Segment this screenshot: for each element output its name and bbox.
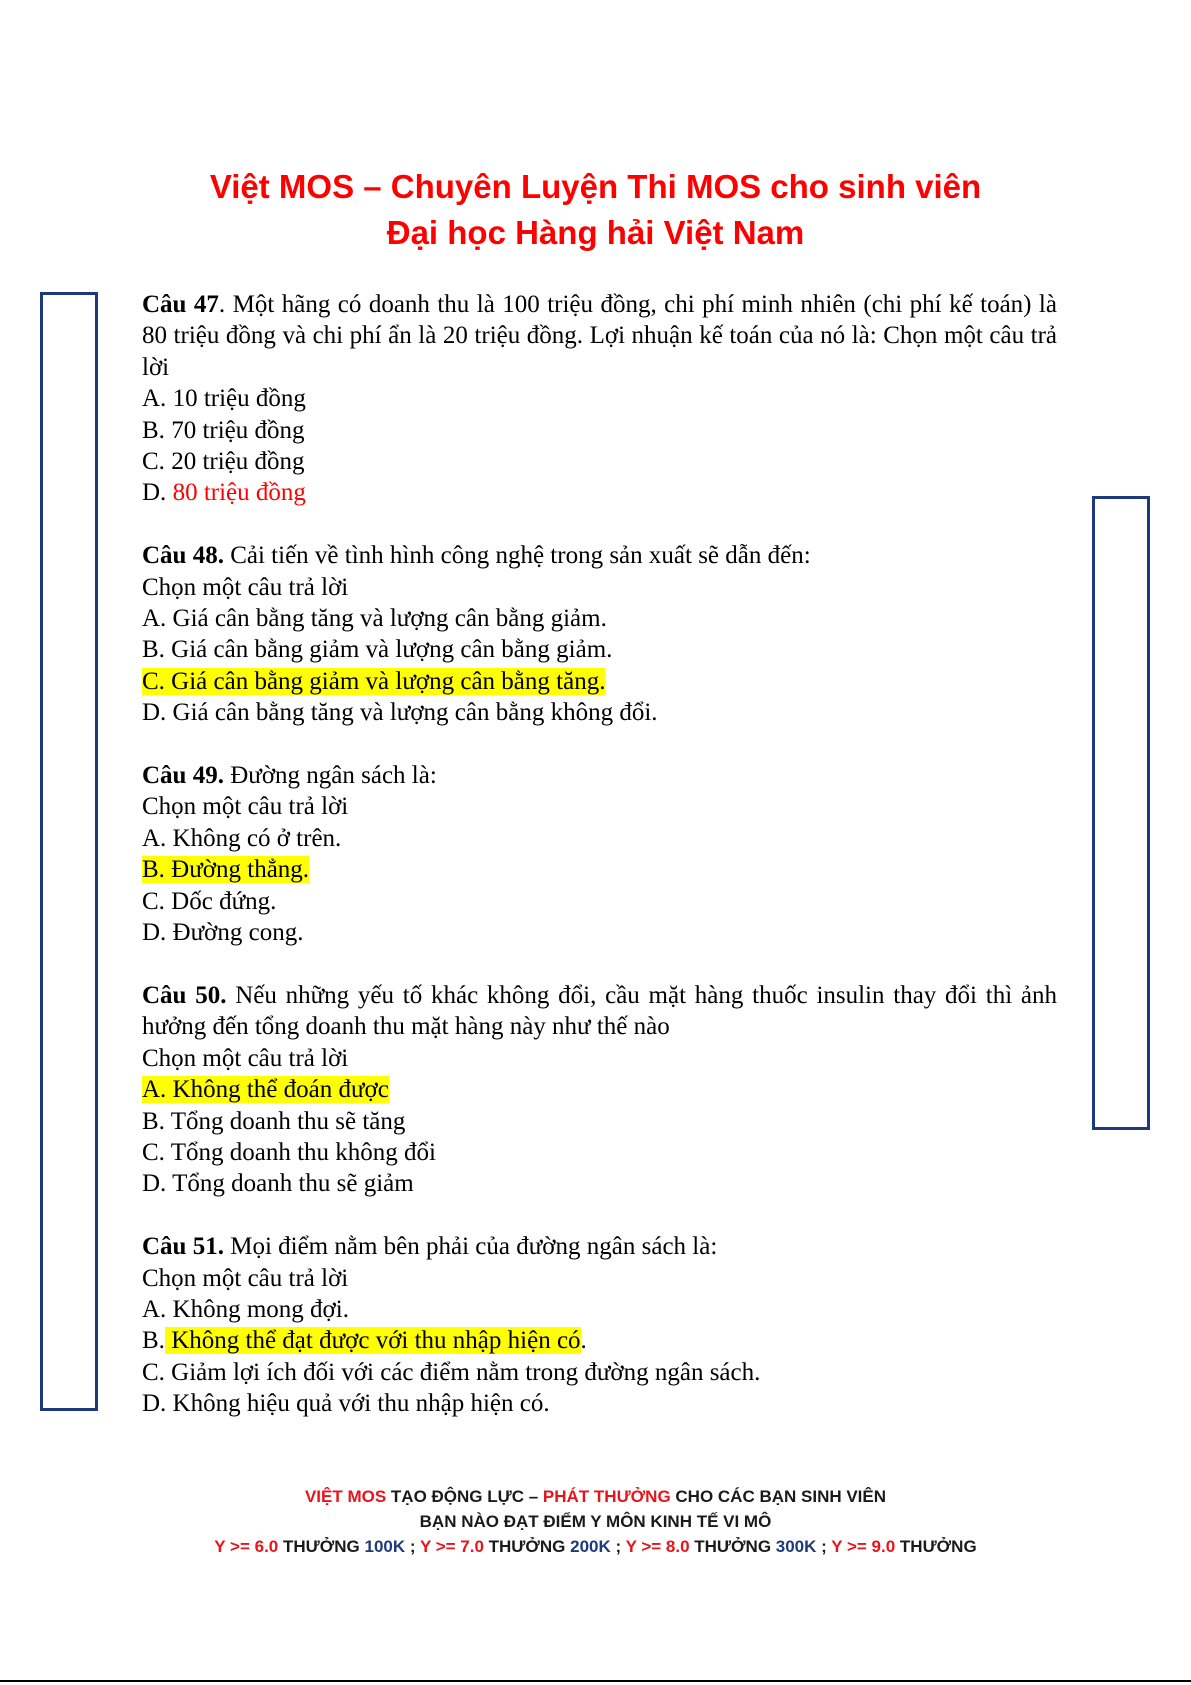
answer-highlight: Không thể đạt được với thu nhập hiện có <box>164 1327 581 1355</box>
question-stem: Câu 50. Nếu những yếu tố khác không đổi, cầu mặt hàng thuốc insulin thay đổi thì ảnh hưởng đến tổng doanh thu mặt hàng này như thế nào <box>142 981 1057 1041</box>
option-a[interactable]: A. 10 triệu đồng <box>142 385 306 413</box>
question-label: Câu 50. <box>142 981 227 1009</box>
footer-line-1: VIỆT MOS TẠO ĐỘNG LỰC – PHÁT THƯỞNG CHO CÁC BẠN SINH VIÊN <box>304 1487 887 1506</box>
question-49 <box>142 760 1057 948</box>
option-c[interactable]: C. 20 triệu đồng <box>142 448 305 476</box>
question-label: Câu 49. <box>142 762 224 790</box>
question-stem: Câu 47. Một hãng có doanh thu là 100 triệu đồng, chi phí minh nhiên (chi phí kế toán) là 80 triệu đồng và chi phí ẩn là 20 triệu đồng. Lợi nhuận kế toán của nó là: Chọn một câu trả lời <box>142 291 1057 381</box>
answer-highlight: C. Giá cân bằng giảm và lượng cân bằng tăng. <box>142 667 606 695</box>
question-51 <box>142 1231 1057 1419</box>
footer-line-2: BẠN NÀO ĐẠT ĐIỂM Y MÔN KINH TẾ VI MÔ <box>419 1512 772 1531</box>
option-c[interactable]: C. Giảm lợi ích đối với các điểm nằm trong đường ngân sách. <box>142 1358 761 1386</box>
option-a[interactable]: A. Không mong đợi. <box>142 1295 349 1323</box>
option-c[interactable]: C. Tổng doanh thu không đổi <box>142 1138 436 1166</box>
question-label: Câu 51. <box>142 1233 224 1261</box>
question-instruction: Chọn một câu trả lời <box>142 793 349 821</box>
option-a[interactable]: A. Giá cân bằng tăng và lượng cân bằng giảm. <box>142 605 607 633</box>
option-d[interactable]: D. Tổng doanh thu sẽ giảm <box>142 1170 414 1198</box>
left-frame <box>40 292 98 1411</box>
promo-footer <box>0 1484 1191 1559</box>
option-c-correct[interactable] <box>142 666 1057 697</box>
question-47 <box>142 289 1057 509</box>
option-d[interactable]: D. Giá cân bằng tăng và lượng cân bằng không đổi. <box>142 699 658 727</box>
correct-answer-text: 80 triệu đồng <box>172 479 306 507</box>
right-frame <box>1092 496 1150 1130</box>
page-header <box>0 164 1191 256</box>
question-50 <box>142 980 1057 1200</box>
question-stem: Câu 48. Cải tiến về tình hình công nghệ trong sản xuất sẽ dẫn đến: <box>142 542 811 570</box>
option-d[interactable]: D. Không hiệu quả với thu nhập hiện có. <box>142 1390 550 1418</box>
question-label: Câu 47 <box>142 291 219 318</box>
header-subtitle: Đại học Hàng hải Việt Nam <box>386 214 805 251</box>
option-a[interactable]: A. Không có ở trên. <box>142 824 342 852</box>
question-stem: Câu 51. Mọi điểm nằm bên phải của đường ngân sách là: <box>142 1233 718 1261</box>
option-c[interactable]: C. Dốc đứng. <box>142 887 277 915</box>
answer-highlight: B. Đường thẳng. <box>142 856 310 884</box>
option-b[interactable]: B. Giá cân bằng giảm và lượng cân bằng giảm. <box>142 636 613 664</box>
option-b-correct[interactable] <box>142 854 1057 885</box>
question-stem: Câu 49. Đường ngân sách là: <box>142 762 437 790</box>
question-instruction: Chọn một câu trả lời <box>142 573 349 601</box>
question-48 <box>142 540 1057 728</box>
option-a-correct[interactable] <box>142 1074 1057 1105</box>
question-list <box>142 289 1057 1451</box>
page-bottom-rule <box>0 1680 1191 1682</box>
question-instruction: Chọn một câu trả lời <box>142 1044 349 1072</box>
question-instruction: Chọn một câu trả lời <box>142 1264 349 1292</box>
option-b[interactable]: B. 70 triệu đồng <box>142 416 305 444</box>
option-b[interactable]: B. Tổng doanh thu sẽ tăng <box>142 1107 406 1135</box>
question-label: Câu 48. <box>142 542 224 570</box>
header-title: Việt MOS – Chuyên Luyện Thi MOS cho sinh viên <box>209 168 982 205</box>
option-d-correct[interactable]: D. 80 triệu đồng <box>142 479 306 507</box>
answer-highlight: A. Không thể đoán được <box>142 1076 389 1104</box>
option-b-correct[interactable]: B. Không thể đạt được với thu nhập hiện có. <box>142 1327 587 1355</box>
footer-line-3: Y >= 6.0 THƯỞNG 100K ; Y >= 7.0 THƯỞNG 200K ; Y >= 8.0 THƯỞNG 300K ; Y >= 9.0 THƯỞNG <box>214 1537 977 1556</box>
option-d[interactable]: D. Đường cong. <box>142 919 304 947</box>
